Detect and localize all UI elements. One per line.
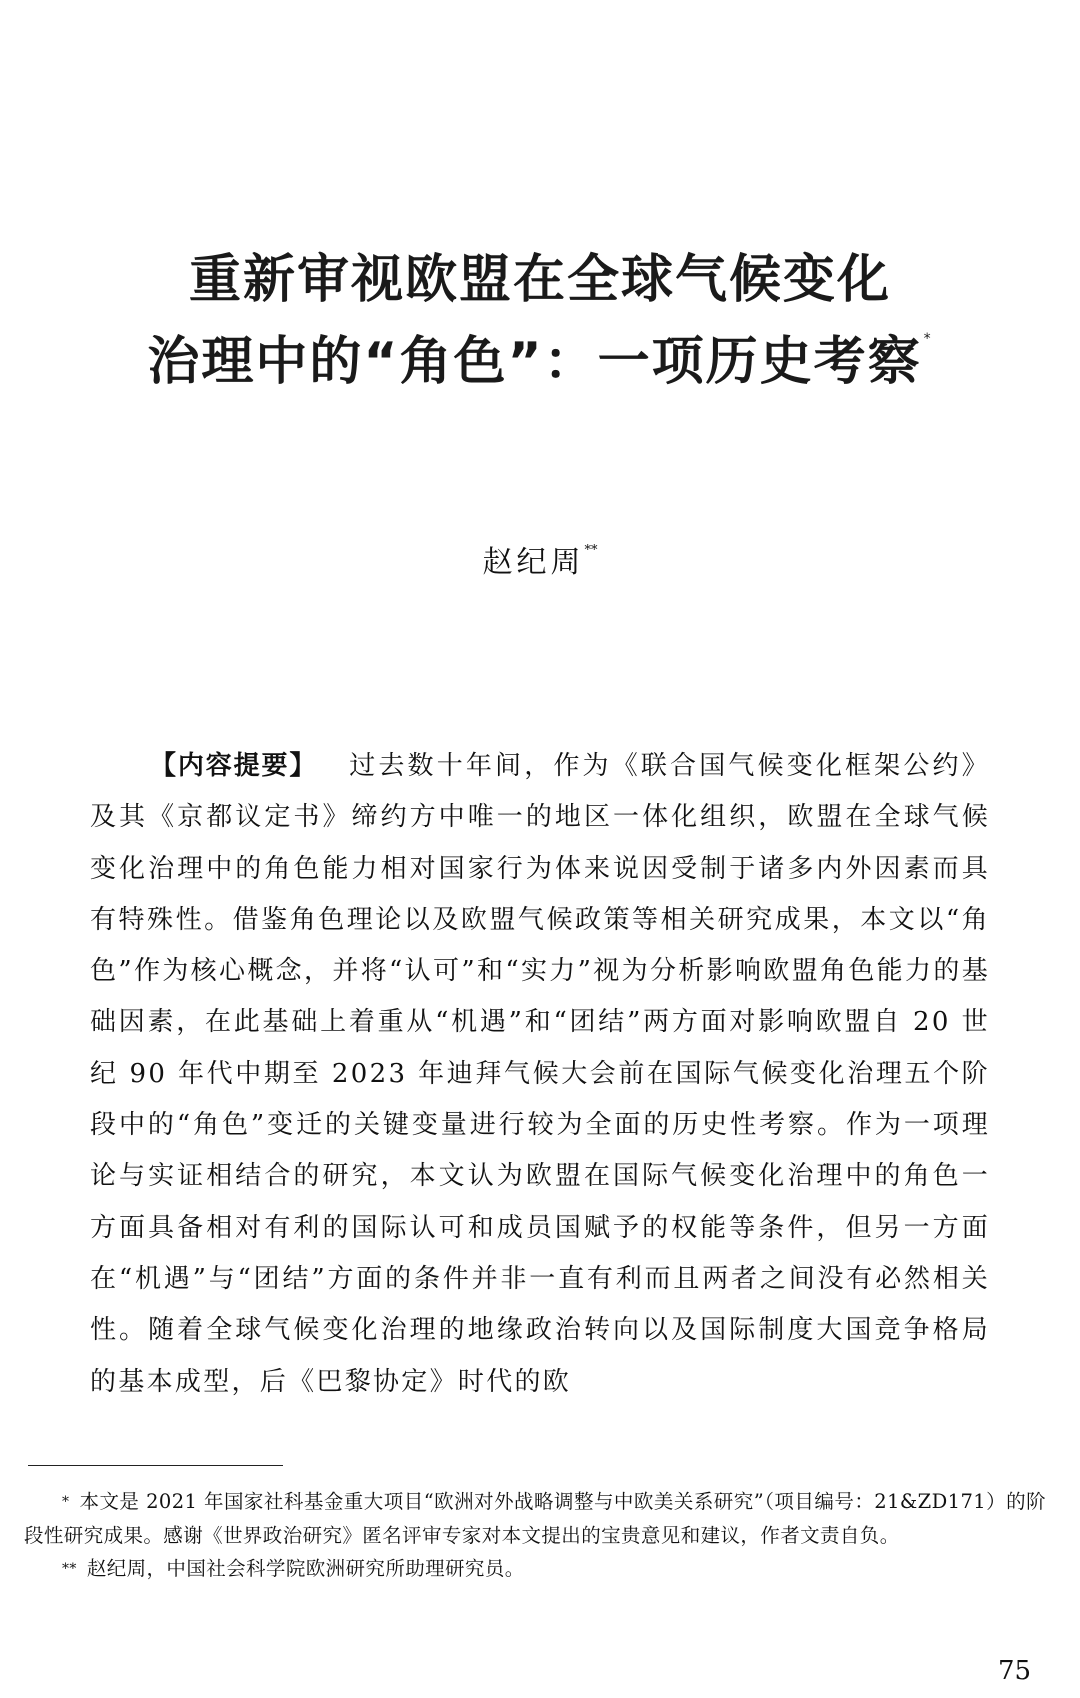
footnotes — [24, 1485, 1046, 1586]
abstract — [90, 741, 990, 1408]
footnote-divider — [28, 1465, 283, 1466]
author-footnote-mark[interactable]: ** — [584, 543, 598, 558]
abstract-text: 过去数十年间，作为《联合国气候变化框架公约》及其《京都议定书》缔约方中唯一的地区一体化组织，欧盟在全球气候变化治理中的角色能力相对国家行为体来说因受制于诸多内外因素而具有特殊性。借鉴角色理论以及欧盟气候政策等相关研究成果，本文以“角色”作为核心概念，并将“认可”和“实力”视为分析影响欧盟角色能力的基础因素，在此基础上着重从“机遇”和“团结”两方面对影响欧盟自 20 世纪 90 年代中期至 2023 年迪拜气候大会前在国际气候变化治理五个阶段中的“角色”变迁的关键变量进行较为全面的历史性考察。作为一项理论与实证相结合的研究，本文认为欧盟在国际气候变化治理中的角色一方面具备相对有利的国际认可和成员国赋予的权能等条件，但另一方面在“机遇”与“团结”方面的条件并非一直有利而且两者之间没有必然相关性。随着全球气候变化治理的地缘政治转向以及国际制度大国竞争格局的基本成型，后《巴黎协定》时代的欧 — [90, 751, 990, 1397]
footnote-2-text: 赵纪周，中国社会科学院欧洲研究所助理研究员。 — [86, 1557, 525, 1580]
title-line-2-text: 治理中的“角色”：一项历史考察 — [147, 332, 922, 392]
article-title-line-1 — [60, 250, 1020, 310]
footnote-2-mark: ** — [62, 1561, 77, 1577]
footnote-1-text: 本文是 2021 年国家社科基金重大项目“欧洲对外战略调整与中欧美关系研究”（项目编号：21&ZD171）的阶段性研究成果。感谢《世界政治研究》匿名评审专家对本文提出的宝贵意见和建议，作者文责自负。 — [24, 1490, 1046, 1547]
footnote-1 — [24, 1485, 1046, 1552]
article-title-line-2 — [60, 331, 1020, 392]
page-number: 75 — [998, 1656, 1032, 1686]
footnote-2 — [24, 1552, 1046, 1586]
author-byline — [0, 543, 1080, 580]
author-name: 赵纪周 — [482, 545, 585, 580]
title-line-1-text: 重新审视欧盟在全球气候变化 — [188, 250, 891, 310]
abstract-label: 【内容提要】 — [150, 751, 318, 781]
footnote-1-mark: * — [62, 1494, 70, 1510]
title-footnote-mark[interactable]: * — [923, 331, 933, 347]
